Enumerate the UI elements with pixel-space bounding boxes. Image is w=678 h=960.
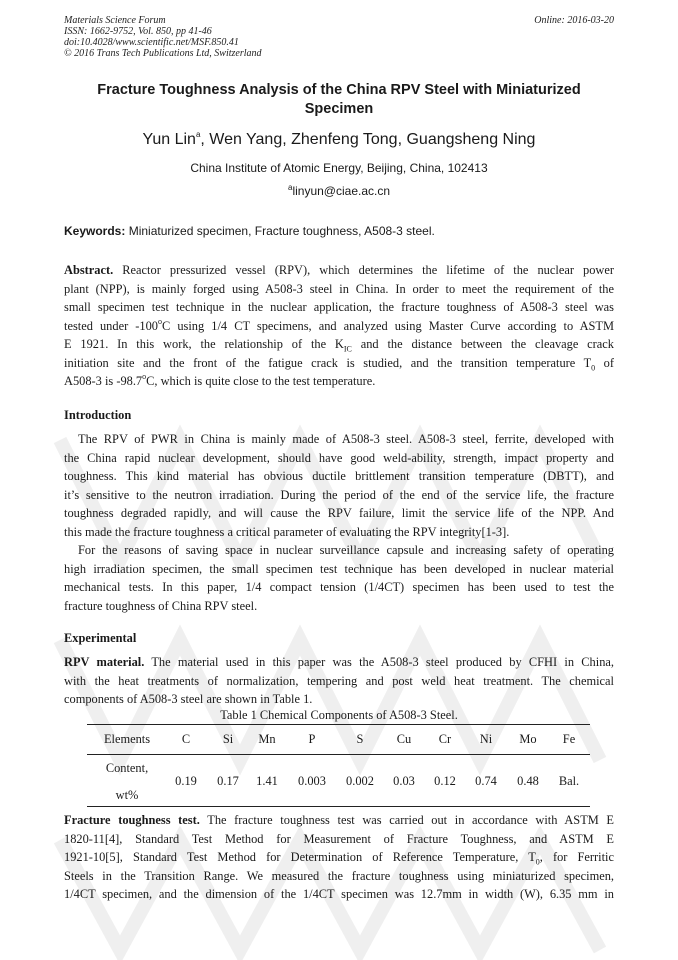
table-header-cell: Cu	[396, 732, 412, 746]
ft-line: 1820-11[4], Standard Test Method for Measurement of Fracture Toughness, and ASTM E	[64, 831, 614, 846]
rpv-line: components of A508-3 steel are shown in Table 1.	[64, 692, 313, 706]
table-header-cell: Mn	[258, 732, 276, 746]
intro-line: the China rapid nuclear development, should have good weld-ability, strength, impact property and	[64, 450, 614, 465]
keywords	[64, 224, 435, 239]
table-row-label-unit: wt%	[115, 788, 139, 802]
abstract-line: plant (NPP), is mainly forged using A508-3 steel in China. In order to meet the requirement of the	[64, 281, 614, 296]
ft-text: , for Ferritic	[539, 850, 614, 864]
intro-line: The RPV of PWR in China is mainly made of A508-3 steel. A508-3 steel, ferrite, developed with	[78, 432, 614, 446]
title-line-2: Specimen	[304, 101, 374, 117]
abstract-line: small specimen test technique in the nuclear application, the fracture toughness of A508-3 steel was	[64, 300, 614, 314]
table-header-cell: S	[356, 732, 364, 746]
author-affil-mark: a	[195, 130, 201, 140]
issn: ISSN: 1662-9752, Vol. 850, pp 41-46	[64, 26, 212, 37]
abstract-text: initiation site and the front of the fatigue crack is studied, and the transition temperature T	[64, 355, 592, 370]
abstract-text: and the distance between the cleavage crack	[351, 337, 614, 351]
t0-subscript: 0	[591, 362, 596, 372]
intro-line: high irradiation specimen, the small specimen test technique has been developed in nuclear material	[64, 561, 614, 576]
table-header-cell: Ni	[479, 732, 493, 746]
ft-line: Steels in the Transition Range. We measured the fracture toughness using miniaturized specimen,	[64, 868, 614, 883]
table-cell: 0.003	[298, 774, 326, 788]
rpv-text: The material used in this paper was the A508-3 steel produced by CFHI in China,	[144, 655, 614, 669]
rpv-material-paragraph	[64, 653, 614, 709]
table-caption: Table 1 Chemical Components of A508-3 Steel.	[220, 708, 458, 722]
table-cell: 1.41	[256, 774, 278, 788]
intro-line: For the reasons of saving space in nuclear surveillance capsule and increasing safety of operating	[78, 543, 614, 557]
table-cell: 0.03	[393, 774, 415, 788]
introduction-paragraph-1	[64, 430, 614, 615]
abstract	[64, 261, 614, 391]
email-address[interactable]: linyun@ciae.ac.cn	[292, 184, 391, 198]
table-cell: 0.48	[517, 774, 539, 788]
ft-label: Fracture toughness test.	[64, 813, 200, 827]
rpv-line	[64, 653, 614, 672]
abstract-line	[64, 372, 614, 391]
t0-subscript: 0	[535, 857, 540, 867]
abstract-text: of	[595, 355, 615, 370]
table-cell: 0.002	[346, 774, 374, 788]
table-cell: 0.19	[175, 774, 197, 788]
ft-line: 1/4CT specimen, and the dimension of the 1/4CT specimen was 12.7mm in width (W), 6.35 mm in	[64, 887, 614, 901]
abstract-text: A508-3 is -98.7	[64, 374, 143, 388]
table-cell: 0.17	[217, 774, 239, 788]
intro-line: this made the fracture toughness a critical parameter of evaluating the RPV integrity[1-3].	[64, 524, 510, 539]
degree-mark: o	[142, 372, 147, 382]
abstract-line	[64, 261, 614, 280]
author-others: , Wen Yang, Zhenfeng Tong, Guangsheng Ning	[200, 131, 536, 148]
table-header-cell: C	[181, 732, 191, 746]
paper-title	[64, 81, 614, 119]
author-list	[64, 130, 614, 150]
table-top-rule	[87, 724, 590, 725]
kic-subscript: IC	[343, 344, 352, 354]
abstract-text: C, which is quite close to the test temperature.	[146, 374, 376, 388]
online-date: Online: 2016-03-20	[534, 15, 614, 26]
abstract-text: Reactor pressurized vessel (RPV), which determines the lifetime of the nuclear power	[113, 263, 614, 277]
ft-text: 1921-10[5], Standard Test Method for Determination of Reference Temperature, T	[64, 850, 536, 864]
intro-line: toughness degraded rapidly, and will cause the RPV failure, limit the service life of the NPP. And	[64, 506, 614, 520]
abstract-line	[64, 317, 614, 336]
rpv-label: RPV material.	[64, 655, 145, 669]
experimental-heading: Experimental	[64, 631, 137, 645]
author-first: Yun Lin	[142, 131, 196, 148]
journal-name: Materials Science Forum	[64, 15, 166, 26]
table-header-cell: Elements	[103, 732, 151, 746]
title-line-1: Fracture Toughness Analysis of the China RPV Steel with Miniaturized	[97, 82, 581, 98]
copyright: © 2016 Trans Tech Publications Ltd, Switzerland	[64, 48, 262, 59]
table-cell: Bal.	[558, 774, 580, 788]
intro-line: fracture toughness of China RPV steel.	[64, 598, 258, 613]
table-header-cell: Mo	[519, 732, 537, 746]
ft-line	[64, 811, 614, 830]
abstract-label: Abstract.	[64, 263, 114, 277]
table-bottom-rule	[87, 806, 590, 807]
abstract-line	[64, 354, 614, 373]
degree-mark: o	[158, 316, 162, 326]
doi: doi:10.4028/www.scientific.net/MSF.850.41	[64, 37, 239, 48]
table-header-cell: P	[308, 732, 316, 746]
table-row-label: Content,	[105, 761, 149, 775]
keywords-text: Miniaturized specimen, Fracture toughness, A508-3 steel.	[125, 224, 435, 238]
table-header-rule	[87, 754, 590, 755]
rpv-line: with the heat treatments of normalization, tempering and post weld heat treatment. The chemical	[64, 673, 614, 688]
intro-line: toughness. This kind material has obvious ductile brittlement transition temperature (DBTT), and	[64, 469, 614, 483]
abstract-text: tested under -100	[64, 318, 158, 333]
affiliation: China Institute of Atomic Energy, Beijing, China, 102413	[190, 161, 488, 175]
email-mark: a	[287, 182, 293, 192]
ft-line	[64, 848, 614, 867]
table-cell: 0.12	[434, 774, 456, 788]
keywords-label: Keywords:	[64, 224, 126, 238]
intro-line: mechanical tests. In this paper, 1/4 compact tension (1/4CT) specimen has been used to test the	[64, 580, 614, 594]
ft-text: The fracture toughness test was carried out in accordance with ASTM E	[199, 813, 614, 827]
introduction-heading: Introduction	[64, 408, 132, 422]
email-line	[64, 184, 614, 199]
table-header-cell: Cr	[438, 732, 452, 746]
abstract-text: E 1921. In this work, the relationship of the K	[64, 337, 344, 351]
table-header-cell: Si	[222, 732, 234, 746]
intro-line: it’s sensitive to the neutron irradiation. During the period of the end of the service life, the fracture	[64, 487, 614, 502]
abstract-text: C using 1/4 CT specimens, and analyzed using Master Curve according to ASTM	[162, 318, 614, 333]
fracture-test-paragraph	[64, 811, 614, 904]
abstract-line	[64, 335, 614, 354]
table-header-cell: Fe	[562, 732, 576, 746]
journal-header	[64, 15, 262, 59]
table-cell: 0.74	[475, 774, 497, 788]
